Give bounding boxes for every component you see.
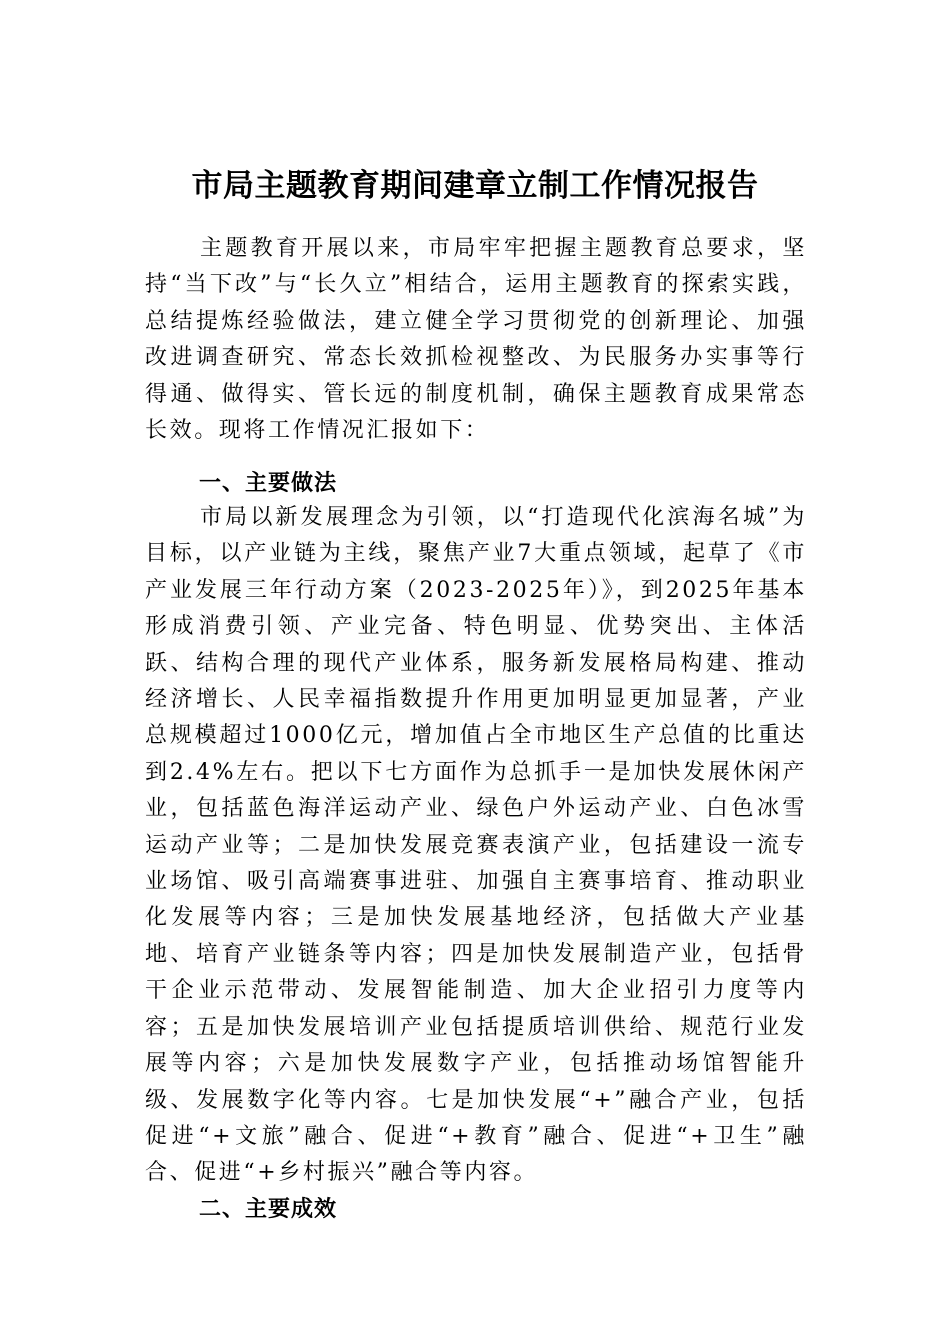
section-heading-main-practices: 一、主要做法: [199, 471, 338, 496]
intro-paragraph: 主题教育开展以来，市局牢牢把握主题教育总要求，坚持“当下改”与“长久立”相结合，运用主题教育的探索实践，总结提炼经验做法，建立健全学习贯彻党的创新理论、加强改进调查研究、常态长效抓检视整改、为民服务办实事等行得通、做得实、管长远的制度机制，确保主题教育成果常态长效。现将工作情况汇报如下：: [145, 236, 807, 444]
section-heading-main-results: 二、主要成效: [199, 1197, 338, 1222]
main-practices-paragraph: 市局以新发展理念为引领，以“打造现代化滨海名城”为目标，以产业链为主线，聚焦产业7大重点领域，起草了《市产业发展三年行动方案（2023-2025年）》，到2025年基本形成消费引领、产业完备、特色明显、优势突出、主体活跃、结构合理的现代产业体系，服务新发展格局构建、推动经济增长、人民幸福指数提升作用更加明显更加显著，产业总规模超过1000亿元，增加值占全市地区生产总值的比重达到2.4%左右。把以下七方面作为总抓手一是加快发展休闲产业，包括蓝色海洋运动产业、绿色户外运动产业、白色冰雪运动产业等；二是加快发展竞赛表演产业，包括建设一流专业场馆、吸引高端赛事进驻、加强自主赛事培育、推动职业化发展等内容；三是加快发展基地经济，包括做大产业基地、培育产业链条等内容；四是加快发展制造产业，包括骨干企业示范带动、发展智能制造、加大企业招引力度等内容；五是加快发展培训产业包括提质培训供给、规范行业发展等内容；六是加快发展数字产业，包括推动场馆智能升级、发展数字化等内容。七是加快发展“+”融合产业，包括促进“+文旅”融合、促进“+教育”融合、促进“+卫生”融合、促进“+乡村振兴”融合等内容。: [145, 505, 807, 1186]
document-title: 市局主题教育期间建章立制工作情况报告: [191, 168, 759, 204]
